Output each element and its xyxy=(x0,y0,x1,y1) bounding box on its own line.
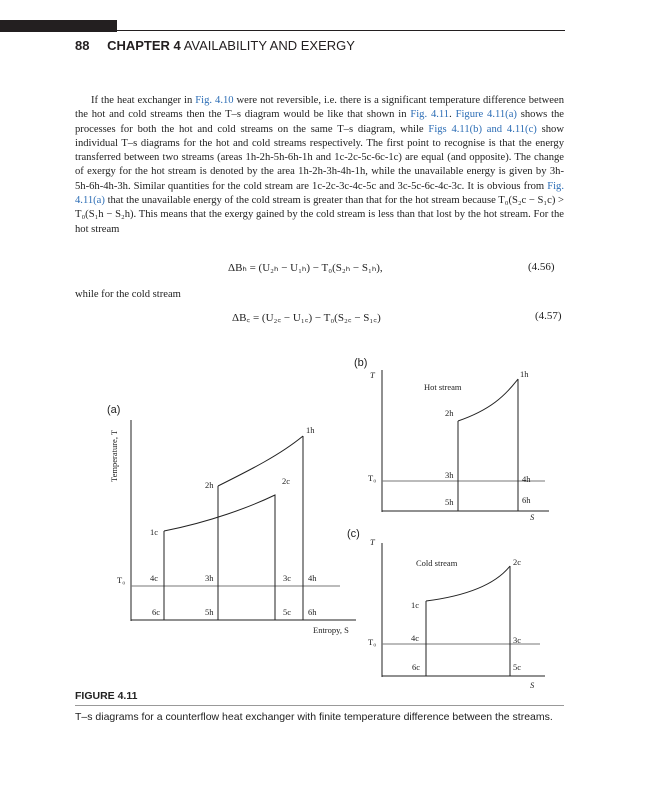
cold-stream-curve xyxy=(164,495,275,620)
x-axis-label: Entropy, S xyxy=(313,625,349,635)
point-label: 1c xyxy=(150,527,159,537)
point-label: 6h xyxy=(522,495,531,505)
point-label: 3c xyxy=(283,573,292,583)
figure-link[interactable]: Figs 4.11(b) and 4.11(c) xyxy=(428,123,537,135)
cold-stream-curve xyxy=(426,566,510,601)
panel-c-labels xyxy=(347,528,535,690)
point-label: 4h xyxy=(308,573,317,583)
point-label: 6c xyxy=(412,662,421,672)
stream-label: Cold stream xyxy=(416,558,458,568)
point-label: 1h xyxy=(520,369,529,379)
point-label: 1c xyxy=(411,600,420,610)
point-label: 4h xyxy=(522,474,531,484)
t0-label: T₀ xyxy=(117,575,126,585)
point-label: 3c xyxy=(513,635,522,645)
text-run: . xyxy=(449,109,456,121)
text-run: If the heat exchanger in xyxy=(91,95,196,106)
panel-tag: (b) xyxy=(354,357,368,369)
t0-label: T₀ xyxy=(368,637,377,647)
panel-tag: (a) xyxy=(107,404,121,416)
panel-b-labels xyxy=(354,357,535,522)
point-label: 4c xyxy=(150,573,159,583)
point-label: 5h xyxy=(445,497,454,507)
x-axis-label: S xyxy=(530,680,535,690)
figure-caption-title: FIGURE 4.11 xyxy=(75,690,138,702)
hot-stream-curve xyxy=(458,379,518,421)
point-label: 3h xyxy=(205,573,214,583)
figure-link[interactable]: Figure 4.11(a) xyxy=(455,109,517,121)
point-label: 2c xyxy=(282,476,291,486)
body-text-line: while for the cold stream xyxy=(75,289,181,300)
t0-label: T₀ xyxy=(368,473,377,483)
caption-rule xyxy=(75,705,564,706)
equation-number: (4.57) xyxy=(535,310,562,322)
y-axis-label: T xyxy=(370,370,375,380)
x-axis-label: S xyxy=(530,512,535,522)
text-run: shows the processes for both the hot and cold streams on the same T–s diagram, while xyxy=(75,109,565,135)
equation-number: (4.56) xyxy=(528,261,555,273)
panel-a-labels xyxy=(107,404,349,635)
y-axis-label: T xyxy=(370,537,375,547)
panel-a xyxy=(131,420,356,621)
equation-4-57: ΔB꜀ = (U₂꜀ − U₁꜀) − T₀(S₂꜀ − S₁꜀) xyxy=(232,312,381,324)
text-run: that the unavailable energy of the cold stream is greater than that for the hot stream because T₀(S₂c − S₁c) > T₀(S₁h − S₂h). This means that the exergy gained by the cold stream is less than that lost by the hot stream. For the hot stream xyxy=(75,195,564,235)
figure-link[interactable]: Fig. 4.10 xyxy=(195,95,234,106)
figure-caption-text: T–s diagrams for a counterflow heat exchanger with finite temperature difference between the streams. xyxy=(75,711,553,723)
page-number: 88 xyxy=(75,38,90,53)
text-run: show individual T–s diagrams for the hot and cold streams respectively. The first point to recognise is that the energy transferred between two streams (areas 1h-2h-5h-6h-1h and 1c-2c-5c-6c-1c) are equal (and opposite). The change of exergy for the hot stream is denoted by the area 1h-2h-3h-4h-1h, while the unavailable energy is given by 3h-5h-6h-4h-3h. Similar quantities for the cold stream are 1c-2c-3c-4c-5c and 3c-5c-6c-4c-3c. It is obvious from xyxy=(75,123,564,192)
point-label: 3h xyxy=(445,470,454,480)
point-label: 2h xyxy=(445,408,454,418)
point-label: 2h xyxy=(205,480,214,490)
figure-link[interactable]: Fig. 4.11 xyxy=(410,109,450,121)
point-label: 5c xyxy=(513,662,522,672)
chapter-label: CHAPTER 4 xyxy=(107,38,181,53)
point-label: 4c xyxy=(411,633,420,643)
point-label: 6h xyxy=(308,607,317,617)
hot-stream-curve xyxy=(218,436,303,486)
figure-link[interactable]: Fig. 4.11(a) xyxy=(75,180,564,207)
point-label: 1h xyxy=(306,425,315,435)
point-label: 5h xyxy=(205,607,214,617)
stream-label: Hot stream xyxy=(424,382,462,392)
panel-b xyxy=(382,370,549,512)
y-axis-label: Temperature, T xyxy=(109,429,119,482)
panel-tag: (c) xyxy=(347,528,360,540)
chapter-title: AVAILABILITY AND EXERGY xyxy=(183,38,355,53)
equation-4-56: ΔBₕ = (U₂ₕ − U₁ₕ) − T₀(S₂ₕ − S₁ₕ), xyxy=(228,262,383,274)
point-label: 5c xyxy=(283,607,292,617)
text-run: were not reversible, i.e. there is a significant temperature difference between the hot and cold streams then the T–s diagram would be like that shown in xyxy=(75,95,564,121)
point-label: 6c xyxy=(152,607,161,617)
point-label: 2c xyxy=(513,557,522,567)
